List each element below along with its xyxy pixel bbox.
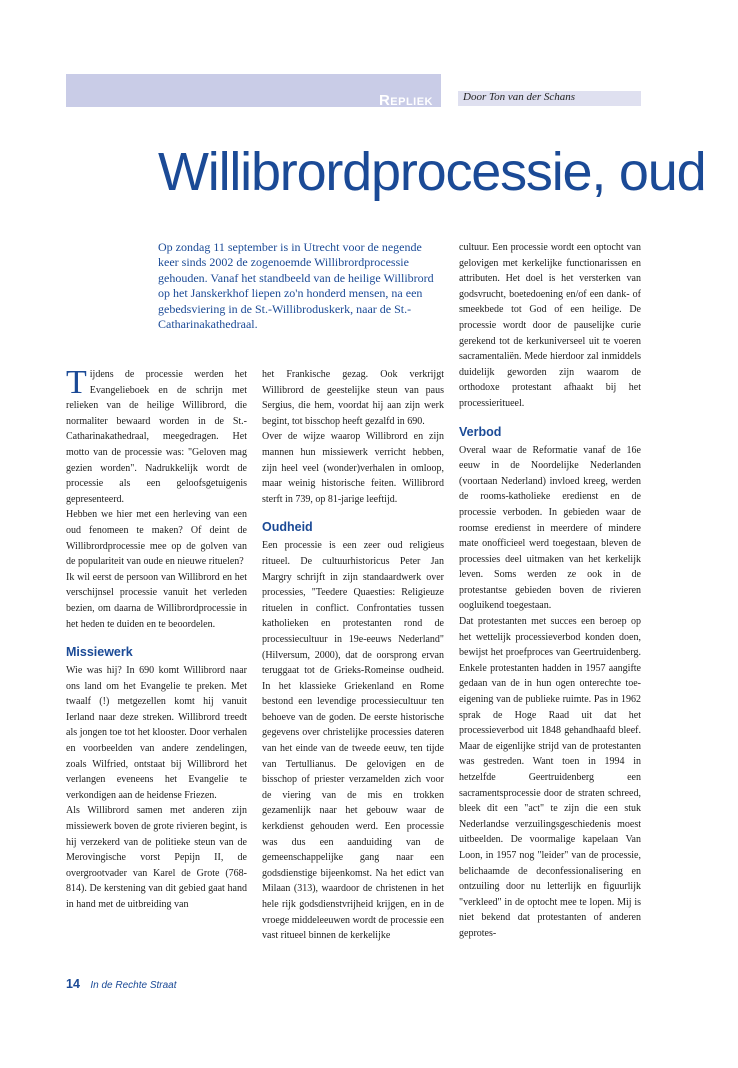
article-title: Willibrordprocessie, oud <box>158 142 706 202</box>
column-2 <box>262 367 444 944</box>
intro-text: Op zondag 11 september is in Utrecht voor de negende keer sinds 2002 de zogenoemde Willibrordprocessie gehouden. Vanaf het standbeeld van de heilige Willibrord op het Janskerkhof liepen zo'n honderd mensen, na een gebedsviering in de St.-Willibroduskerk, naar de St.-Catharinakathedraal. <box>158 240 434 332</box>
paragraph: Wie was hij? In 690 komt Willibrord naar ons land om het Evangelie te preken. Met twaalf (!) metgezellen komt hij vanuit Ierland naar deze streken. Willibrord treedt als jongen toe tot het klooster. Door verhalen en voorbeelden van andere zendelingen, zoals Wilfried, ontstaat bij Willibrord het verlangen eveneens het Evangelie te verkondigen aan de heidense Friezen. <box>66 665 247 801</box>
magazine-name: In de Rechte Straat <box>90 980 177 991</box>
section-header-band <box>66 74 441 107</box>
author-byline: Door Ton van der Schans <box>463 91 576 103</box>
page-number: 14 <box>66 977 80 991</box>
column-3 <box>459 240 641 942</box>
paragraph: Als Willibrord samen met anderen zijn missiewerk boven de grote rivieren begint, is hij verzekerd van de politieke steun van de Merovingische vorst Pepijn II, de overgrootvader van Karel de Grote (768-814). De kerstening van dit gebied gaat hand in hand met de uitbreiding van <box>66 805 247 910</box>
subheading-verbod: Verbod <box>459 424 502 439</box>
paragraph: Hebben we hier met een herleving van een oud fenomeen te maken? Of deint de Willibrordprocessie mee op de golven van de populariteit van oude en nieuwe rituelen? <box>66 509 247 568</box>
page-footer <box>66 975 177 993</box>
paragraph-text: ijdens de processie werden het Evangelieboek en de schrijn met relieken van de heilige Willibrord, die normaliter bewaard worden in de St.-Catharinakathedraal, meegedragen. Het motto van de processie was: "Geloven mag gezien worden". Nadrukkelijk wordt de processie als een geloofsgetuigenis gepresenteerd. <box>66 369 247 505</box>
paragraph: Een processie is een zeer oud religieus ritueel. De cultuurhistoricus Peter Jan Margry schrijft in zijn standaardwerk over processies, "Teedere Quaesties: Religieuze rituelen in conflict. Confrontaties tussen katholieken en protestanten rond de processiecultuur in 19e-eeuws Nederland" (Hilversum, 2000), dat de oorsprong ervan teruggaat tot de Grieks-Romeinse oudheid. In het klassieke Griekenland en Rome bestond een levendige processiecultuur ten behoeve van de goden. De eerste historische gegevens over christelijke processies dateren van het einde van de tweede eeuw, ten tijde van Tertullianus. De gelovigen en de bisschop of priester verzamelden zich voor de viering van de mis en trokken gezamenlijk naar het gebouw waar de kerkdienst gehouden werd. Een processie was dus een aanduiding van de gemeenschappelijke gang naar een godsdienstige bijeenkomst. Na het edict van Milaan (313), waardoor de christenen in het hele rijk godsdienstvrijheid krijgen, en in de vroege middeleeuwen wordt de processie een vast ritueel binnen de kerkelijke <box>262 540 444 942</box>
intro-paragraph <box>158 240 443 332</box>
author-band <box>458 91 641 106</box>
paragraph: cultuur. Een processie wordt een optocht van gelovigen met kerkelijke functionarissen en attributen. Het doel is het versterken van godsvrucht, boetedoening en/of een dank- of smeekbede tot God of een heilige. De processie wordt door de pauselijke curie gerekend tot de kerkuniverseel uit te voeren sacramentaliën. Mede hierdoor zal inmiddels duidelijk geworden zijn waarom de orthodoxe protestant afhaakt bij het processieritueel. <box>459 242 641 409</box>
paragraph: Over de wijze waarop Willibrord en zijn mannen hun missiewerk verricht hebben, zijn heel veel (wonder)verhalen in omloop, maar weinig historische feiten. Willibrord sterft in 739, op 81-jarige leeftijd. <box>262 431 444 505</box>
subheading-missiewerk: Missiewerk <box>66 645 133 660</box>
paragraph: Dat protestanten met succes een beroep op het wettelijk processieverbod konden doen, bewijst het proefproces van Geertruidenberg. Enkele protestanten hadden in 1957 aangifte gedaan van de in hun ogen onterechte toe-eigening van de publieke ruimte. Pas in 1962 sprak de Hoge Raad uit dat het processieverbod uit 1848 gehandhaafd bleef. Maar de eigenlijke strijd van de protestanten was gestreden. Want toen in 1994 in hetzelfde Geertruidenberg een sacramentsprocessie door de straten schreed, bleek dit een "act" te zijn die een stuk Nederlandse verzuilingsgeschiedenis moest uitbeelden. De voormalige kapelaan Van Loon, in 1957 nog "leider" van de processie, belichaamde de deconfessionalisering en ontzuiling door nu letterlijk en figuurlijk "verkleed" in de optocht mee te lopen. Mij is niet bekend dat protestanten of anderen geprotes- <box>459 616 641 939</box>
paragraph <box>66 364 247 507</box>
paragraph: het Frankische gezag. Ook verkrijgt Willibrord de geestelijke steun van paus Sergius, die hem, voordat hij aan zijn werk begint, tot bisschop heeft gezalfd in 690. <box>262 369 444 427</box>
paragraph: Overal waar de Reformatie vanaf de 16e eeuw in de Noordelijke Nederlanden (voortaan Nederland) invloed kreeg, werden de rooms-katholieke eredienst en de processie verboden. In gebieden waar de roomse eredienst in meerdere of mindere mate onofficieel werd toegestaan, bleven de processies deel uitmaken van het kerkelijk leven. Soms werden ze ook in de protestantse gebieden boven de rivieren oogluikend toegestaan. <box>459 444 641 612</box>
subheading-oudheid: Oudheid <box>262 520 313 535</box>
drop-cap: T <box>66 364 87 401</box>
paragraph: Ik wil eerst de persoon van Willibrord en het verschijnsel processie vanuit het verleden bezien, om daarna de Willibrordprocessie in het heden te duiden en te beoordelen. <box>66 571 247 630</box>
section-label: Repliek <box>378 92 433 109</box>
column-1 <box>66 364 247 913</box>
